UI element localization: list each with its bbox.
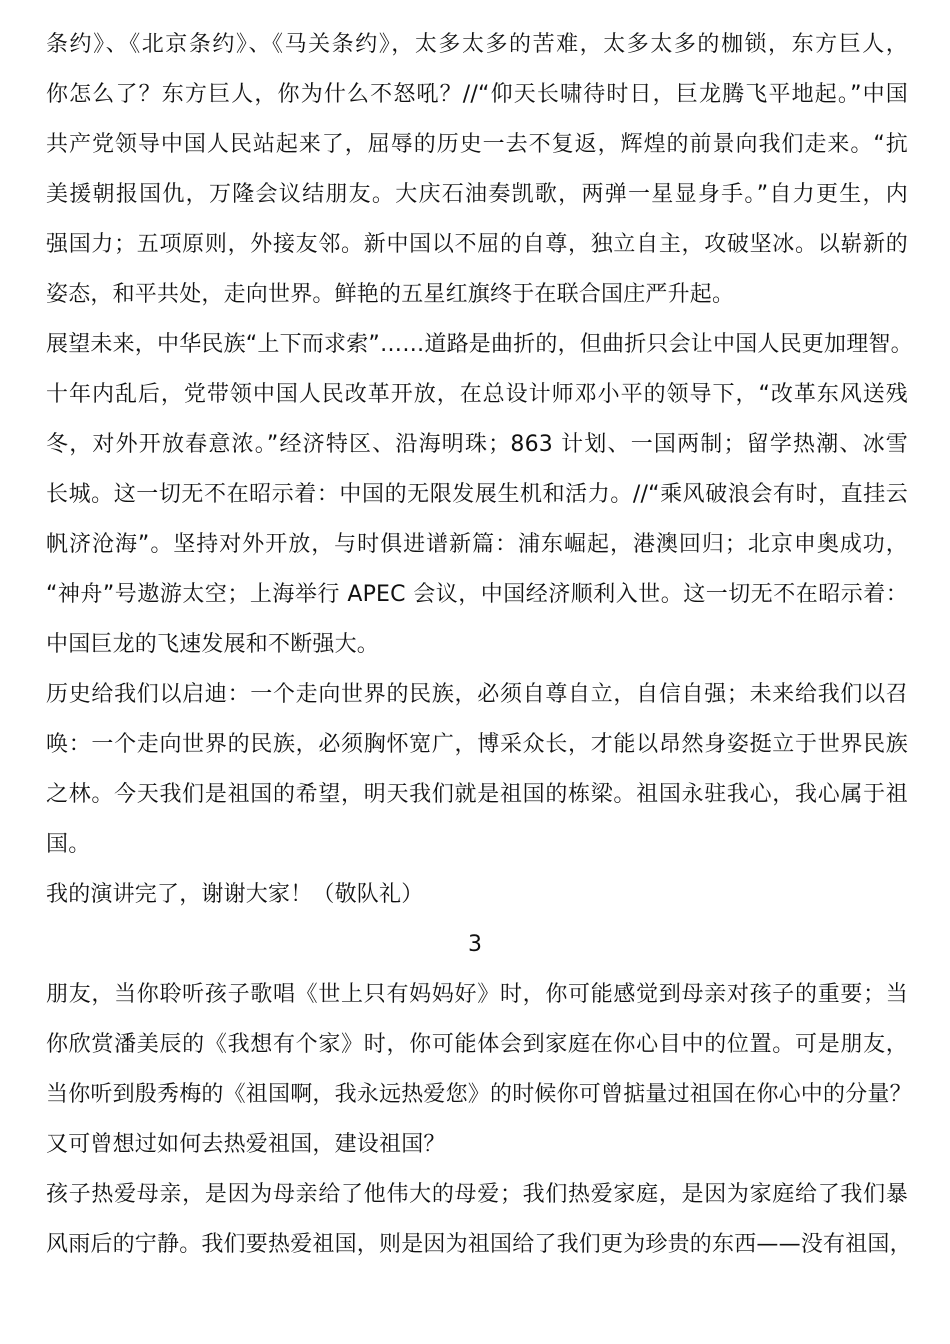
text-line: 冬，对外开放春意浓。”经济特区、沿海明珠；863 计划、一国两制；留学热潮、冰雪 <box>46 432 908 457</box>
text-line: 朋友，当你聆听孩子歌唱《世上只有妈妈好》时，你可能感觉到母亲对孩子的重要；当 <box>46 982 908 1007</box>
text-line: 帆济沧海”。坚持对外开放，与时俱进谱新篇：浦东崛起，港澳回归；北京申奥成功， <box>46 532 908 557</box>
text-line: 国。 <box>46 832 91 857</box>
text-line: 展望未来，中华民族“上下而求索”……道路是曲折的，但曲折只会让中国人民更加理智。 <box>46 332 913 357</box>
text-line: 历史给我们以启迪：一个走向世界的民族，必须自尊自立，自信自强；未来给我们以召 <box>46 682 908 707</box>
text-line: 美援朝报国仇，万隆会议结朋友。大庆石油奏凯歌，两弹一星显身手。”自力更生，内 <box>46 182 908 207</box>
text-line: 你欣赏潘美辰的《我想有个家》时，你可能体会到家庭在你心目中的位置。可是朋友， <box>46 1032 908 1057</box>
text-line: 我的演讲完了，谢谢大家！（敬队礼） <box>46 882 424 907</box>
text-line: 条约》、《北京条约》、《马关条约》，太多太多的苦难，太多太多的枷锁，东方巨人， <box>46 32 908 57</box>
text-line: 又可曾想过如何去热爱祖国，建设祖国？ <box>46 1132 446 1157</box>
text-line: 你怎么了？东方巨人，你为什么不怒吼？//“仰天长啸待时日，巨龙腾飞平地起。”中国 <box>46 82 908 107</box>
text-line: 强国力；五项原则，外接友邻。新中国以不屈的自尊，独立自主，攻破坚冰。以崭新的 <box>46 232 908 257</box>
section-number: 3 <box>468 932 482 957</box>
text-line: 风雨后的宁静。我们要热爱祖国，则是因为祖国给了我们更为珍贵的东西——没有祖国， <box>46 1232 912 1257</box>
text-line: 十年内乱后，党带领中国人民改革开放，在总设计师邓小平的领导下，“改革东风送残 <box>46 382 908 407</box>
text-line: 共产党领导中国人民站起来了，屈辱的历史一去不复返，辉煌的前景向我们走来。“抗 <box>46 132 908 157</box>
text-line: “神舟”号遨游太空；上海举行 APEC 会议，中国经济顺利入世。这一切无不在昭示着： <box>46 582 908 607</box>
text-line: 之林。今天我们是祖国的希望，明天我们就是祖国的栋梁。祖国永驻我心，我心属于祖 <box>46 782 908 807</box>
text-line: 长城。这一切无不在昭示着：中国的无限发展生机和活力。//“乘风破浪会有时，直挂云 <box>46 482 908 507</box>
text-line: 唤：一个走向世界的民族，必须胸怀宽广，博采众长，才能以昂然身姿挺立于世界民族 <box>46 732 908 757</box>
text-line: 中国巨龙的飞速发展和不断强大。 <box>46 632 380 657</box>
text-line: 当你听到殷秀梅的《祖国啊，我永远热爱您》的时候你可曾掂量过祖国在你心中的分量？ <box>46 1082 912 1107</box>
text-line: 孩子热爱母亲，是因为母亲给了他伟大的母爱；我们热爱家庭，是因为家庭给了我们暴 <box>46 1182 908 1207</box>
text-line: 姿态，和平共处，走向世界。鲜艳的五星红旗终于在联合国庄严升起。 <box>46 282 735 307</box>
